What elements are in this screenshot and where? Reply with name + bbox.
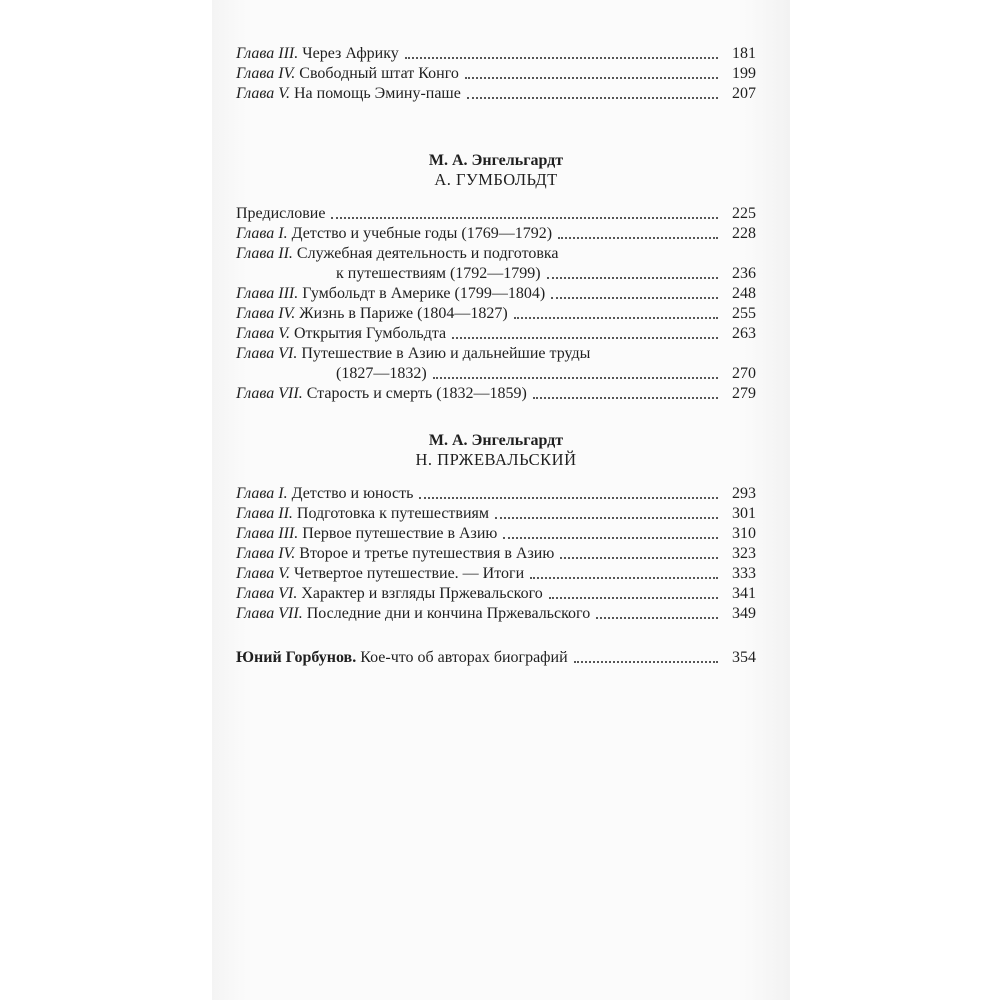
toc-section-stanley-tail (236, 44, 756, 104)
toc-entry (236, 604, 756, 624)
leader-dots (503, 537, 718, 539)
page-number: 255 (732, 305, 756, 322)
page-number: 354 (732, 649, 756, 666)
page-number: 248 (732, 285, 756, 302)
chapter-title: Четвертое путешествие. — Итоги (293, 565, 525, 582)
leader-dots (467, 97, 718, 99)
toc-entry (236, 504, 756, 524)
toc-section-afterword (236, 648, 756, 668)
leader-dots (514, 317, 718, 319)
chapter-title: Жизнь в Париже (1804—1827) (299, 305, 508, 322)
page-number: 310 (732, 525, 756, 542)
chapter-title: Открытия Гумбольдта (293, 325, 447, 342)
leader-dots (596, 617, 718, 619)
leader-dots (558, 237, 718, 239)
chapter-label: Глава IV. (236, 545, 296, 562)
chapter-label: Глава III. (236, 285, 299, 302)
preface-title: Предисловие (236, 205, 326, 222)
page-number: 225 (732, 205, 756, 222)
toc-entry-continuation (236, 264, 756, 284)
leader-dots (551, 297, 718, 299)
page-number: 228 (732, 225, 756, 242)
chapter-label: Глава VII. (236, 385, 303, 402)
chapter-title: Детство и юность (291, 485, 414, 502)
toc-entry (236, 524, 756, 544)
section-book-title: Н. ПРЖЕВАЛЬСКИЙ (415, 450, 577, 469)
chapter-label: Глава VII. (236, 605, 303, 622)
page-number: 236 (732, 265, 756, 282)
leader-dots (495, 517, 718, 519)
chapter-label: Глава III. (236, 45, 299, 62)
chapter-label: Глава IV. (236, 305, 296, 322)
chapter-title: Второе и третье путешествия в Азию (299, 545, 555, 562)
page-number: 349 (732, 605, 756, 622)
page-number: 323 (732, 545, 756, 562)
chapter-title: Первое путешествие в Азию (302, 525, 498, 542)
leader-dots (533, 397, 718, 399)
toc-entry (236, 484, 756, 504)
chapter-label: Глава V. (236, 85, 290, 102)
chapter-label: Глава VI. (236, 585, 298, 602)
chapter-label: Глава II. (236, 245, 293, 262)
toc-entry (236, 584, 756, 604)
page-number: 293 (732, 485, 756, 502)
chapter-title: Путешествие в Азию и дальнейшие труды (301, 345, 591, 362)
chapter-title: Подготовка к путешествиям (296, 505, 490, 522)
leader-dots (530, 577, 718, 579)
leader-dots (419, 497, 718, 499)
page-number: 301 (732, 505, 756, 522)
toc-entry (236, 64, 756, 84)
chapter-label: Глава I. (236, 485, 288, 502)
chapter-label: Глава V. (236, 325, 290, 342)
chapter-title: Через Африку (302, 45, 399, 62)
toc-entry (236, 224, 756, 244)
chapter-title: Свободный штат Конго (299, 65, 459, 82)
chapter-title-continued: к путешествиям (1792—1799) (336, 265, 541, 282)
chapter-label: Глава III. (236, 525, 299, 542)
section-author: М. А. Энгельгардт (428, 152, 564, 169)
toc-entry (236, 284, 756, 304)
leader-dots (331, 217, 718, 219)
toc-entry-preface (236, 204, 756, 224)
leader-dots (433, 377, 718, 379)
leader-dots (547, 277, 718, 279)
leader-dots (465, 77, 718, 79)
chapter-title: Характер и взгляды Пржевальского (301, 585, 543, 602)
section-book-title: А. ГУМБОЛЬДТ (434, 170, 558, 189)
afterword-author: Юний Горбунов. (236, 649, 357, 666)
toc-entry (236, 304, 756, 324)
chapter-title: Детство и учебные годы (1769—1792) (291, 225, 553, 242)
toc-entry (236, 84, 756, 104)
leader-dots (560, 557, 718, 559)
toc-section-przhevalsky (236, 432, 756, 624)
toc-entry (236, 648, 756, 668)
chapter-title: Старость и смерть (1832—1859) (306, 385, 527, 402)
toc-entry (236, 564, 756, 584)
page-number: 199 (732, 65, 756, 82)
chapter-title: Гумбольдт в Америке (1799—1804) (302, 285, 546, 302)
chapter-label: Глава VI. (236, 345, 298, 362)
chapter-label: Глава IV. (236, 65, 296, 82)
toc-section-humboldt (236, 152, 756, 404)
chapter-title: На помощь Эмину-паше (293, 85, 461, 102)
chapter-title: Последние дни и кончина Пржевальского (306, 605, 591, 622)
page-number: 279 (732, 385, 756, 402)
page-number: 270 (732, 365, 756, 382)
toc-entry-continuation (236, 364, 756, 384)
chapter-label: Глава I. (236, 225, 288, 242)
toc-entry (236, 324, 756, 344)
chapter-label: Глава V. (236, 565, 290, 582)
toc-entry (236, 384, 756, 404)
page-number: 207 (732, 85, 756, 102)
leader-dots (405, 57, 718, 59)
page-number: 341 (732, 585, 756, 602)
toc-entry (236, 244, 756, 264)
page-number: 263 (732, 325, 756, 342)
page-number: 181 (732, 45, 756, 62)
section-author: М. А. Энгельгардт (428, 432, 564, 449)
leader-dots (549, 597, 718, 599)
chapter-label: Глава II. (236, 505, 293, 522)
leader-dots (452, 337, 718, 339)
chapter-title: Служебная деятельность и подготовка (296, 245, 559, 262)
toc-entry (236, 544, 756, 564)
page-number: 333 (732, 565, 756, 582)
leader-dots (574, 661, 718, 663)
afterword-title: Кое-что об авторах биографий (360, 649, 568, 666)
chapter-title-continued: (1827—1832) (336, 365, 427, 382)
toc-entry (236, 344, 756, 364)
toc-entry (236, 44, 756, 64)
